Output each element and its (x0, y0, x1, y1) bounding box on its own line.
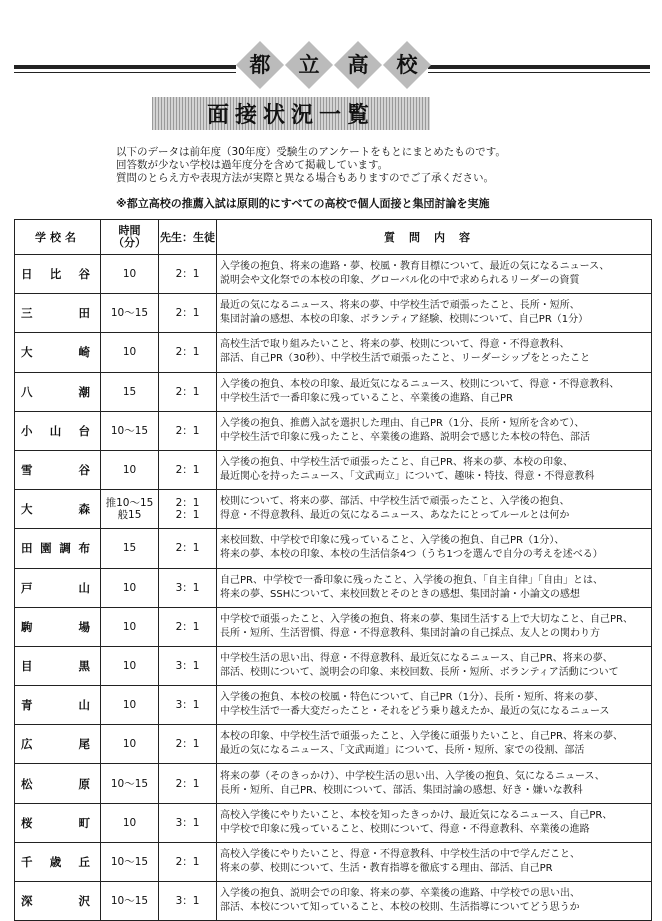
title-char-box (285, 41, 333, 89)
question-line: 部活、自己PR（30秒）、中学校生活で頑張ったこと、リーダーシップをとったこと (220, 353, 591, 365)
question-line: 入学後の抱負、将来の進路・夢、校風・教育目標について、最近の気になるニュース、 (220, 261, 610, 273)
question-line: 長所・短所、生活習慣、得意・不得意教科、集団討論の自己採点、友人との関わり方 (220, 627, 600, 639)
time-cell (101, 372, 159, 411)
school-name-char: 日 (21, 267, 33, 282)
intro-line: 質問のとらえ方や表現方法が実際と異なる場合もありますのでご了承ください。 (116, 172, 494, 184)
school-name (15, 619, 100, 635)
school-name-char: 目 (21, 658, 33, 673)
time-cell (101, 568, 159, 607)
question-line: 高校入学後にやりたいこと、得意・不得意教科、中学校生活の中で学んだこと、 (220, 848, 580, 860)
table-row (15, 255, 652, 294)
title-char-box (334, 41, 382, 89)
time-value: 10 (122, 268, 137, 281)
school-name-cell (15, 842, 101, 881)
title-char: 高 (347, 52, 369, 77)
time-cell (101, 882, 159, 921)
school-name-char: 大 (21, 502, 33, 517)
table-row (15, 333, 652, 372)
question-line: 中学校生活で一番大変だったこと・それをどう乗り越えたか、最近の気になるニュース (220, 706, 610, 718)
school-name (15, 462, 100, 478)
school-name-char: 青 (21, 698, 33, 713)
school-name-cell (15, 255, 101, 294)
question-line: 本校の印象、中学校生活で頑張ったこと、入学後に頑張りたいこと、自己PR、将来の夢、 (220, 731, 623, 743)
table-header-row (15, 220, 652, 255)
header-rule-right (428, 65, 650, 69)
time-cell (101, 725, 159, 764)
table-row (15, 686, 652, 725)
ratio-value: 3：1 (175, 895, 200, 908)
school-name-cell (15, 607, 101, 646)
ratio-value: 3：1 (175, 816, 200, 829)
subtitle-band (152, 97, 430, 130)
ratio-value: 2：1 (175, 307, 200, 320)
header-rule-left (14, 65, 236, 69)
ratio-cell (159, 686, 217, 725)
time-cell (101, 490, 159, 529)
ratio-cell (159, 568, 217, 607)
time-value: 10 (122, 659, 137, 672)
time-value: 10 (122, 620, 137, 633)
school-name-char: 松 (21, 776, 33, 791)
title-char-box (383, 41, 431, 89)
questions-cell (217, 450, 652, 489)
time-value: 15 (122, 385, 137, 398)
school-name (15, 384, 100, 400)
school-name-char: 原 (78, 776, 90, 791)
time-value: 10 (122, 699, 137, 712)
school-name (15, 344, 100, 360)
time-cell (101, 450, 159, 489)
table-row (15, 411, 652, 450)
questions-cell (217, 764, 652, 803)
school-name (15, 815, 100, 831)
question-line: 中学校生活で一番印象に残っていること、卒業後の進路、自己PR (220, 392, 513, 404)
table-row (15, 646, 652, 685)
table-row (15, 529, 652, 568)
questions-cell (217, 333, 652, 372)
table-row (15, 294, 652, 333)
ratio-cell (159, 646, 217, 685)
school-name-char: 山 (49, 423, 62, 438)
question-line: 最近関心を持ったニュース、「文武両立」について、趣味・特技、得意・不得意教科 (220, 471, 595, 483)
time-cell (101, 764, 159, 803)
table-row (15, 725, 652, 764)
note-emphasis-group: 集団討論 (412, 197, 457, 210)
time-cell (101, 686, 159, 725)
questions-cell (217, 686, 652, 725)
school-name-char: 場 (78, 619, 90, 634)
header-time: 時間 （分） (101, 220, 159, 255)
header-ratio: 先生：生徒 (159, 220, 217, 255)
school-name (15, 540, 100, 556)
header-questions: 質問内容 (217, 220, 652, 255)
ratio-value: 2：1 (175, 542, 200, 555)
question-line: 高校生活で取り組みたいこと、将来の夢、校則について、得意・不得意教科、 (220, 339, 570, 351)
question-line: 最近の気になるニュース、将来の夢、中学校生活で頑張ったこと、長所・短所、 (220, 300, 580, 312)
school-name-cell (15, 803, 101, 842)
school-name-char: 戸 (21, 580, 33, 595)
time-cell (101, 803, 159, 842)
question-line: 入学後の抱負、中学校生活で頑張ったこと、自己PR、将来の夢、本校の印象、 (220, 457, 573, 469)
note-emphasis-individual: 個人面接 (357, 197, 402, 210)
school-name (15, 854, 100, 870)
table-row (15, 842, 652, 881)
interview-note: ※都立高校の推薦入試は原則的にすべての高校で個人面接と集団討論を実施 (116, 197, 490, 210)
school-name-cell (15, 450, 101, 489)
questions-cell (217, 803, 652, 842)
question-line: 入学後の抱負、本校の校風・特色について、自己PR（1分）、長所・短所、将来の夢、 (220, 692, 604, 704)
school-name-char: 調 (59, 541, 71, 556)
time-cell (101, 529, 159, 568)
ratio-cell (159, 725, 217, 764)
time-value: 10 (122, 738, 137, 751)
ratio-cell (159, 607, 217, 646)
time-value: 10～15 (110, 424, 149, 437)
question-line: 将来の夢（そのきっかけ）、中学校生活の思い出、入学後の抱負、気になるニュース、 (220, 770, 605, 782)
question-line: 自己PR、中学校で一番印象に残ったこと、入学後の抱負、「自主自律」「自由」とは、 (220, 574, 603, 586)
school-name-char: 沢 (78, 894, 90, 909)
school-name-char: 三 (21, 306, 33, 321)
table-row (15, 372, 652, 411)
ratio-value: 3：1 (175, 659, 200, 672)
table-row (15, 568, 652, 607)
time-value: 10～15 (110, 777, 149, 790)
school-name-char: 千 (21, 854, 33, 869)
question-line: 校則について、将来の夢、部活、中学校生活で頑張ったこと、入学後の抱負、 (220, 496, 570, 508)
ratio-cell (159, 842, 217, 881)
school-name-cell (15, 646, 101, 685)
time-cell (101, 333, 159, 372)
time-value: 10～15 (110, 895, 149, 908)
time-value: 10～15 (110, 307, 149, 320)
school-name-char: 崎 (78, 345, 90, 360)
time-cell (101, 411, 159, 450)
table-row (15, 882, 652, 921)
time-cell (101, 842, 159, 881)
school-name-char: 潮 (78, 384, 90, 399)
school-name-char: 丘 (78, 854, 90, 869)
school-name-char: 歳 (49, 854, 62, 869)
ratio-cell (159, 450, 217, 489)
school-name-char: 比 (49, 267, 62, 282)
time-value: 10 (122, 581, 137, 594)
ratio-cell (159, 411, 217, 450)
question-line: 中学校で印象に残っていること、校則について、得意・不得意教科、卒業後の進路 (220, 823, 590, 835)
ratio-cell (159, 529, 217, 568)
school-name-char: 町 (78, 815, 90, 830)
question-line: 部活、本校について知っていること、本校の校則、生活指導についてどう思うか (220, 902, 580, 914)
questions-cell (217, 842, 652, 881)
school-name-cell (15, 764, 101, 803)
ratio-value: 2：1 (175, 777, 200, 790)
school-name-cell (15, 294, 101, 333)
question-line: 最近の気になるニュース、「文武両道」について、長所・短所、家での役割、部活 (220, 745, 585, 757)
ratio-value: 2：1 (175, 509, 200, 522)
questions-cell (217, 529, 652, 568)
school-name-cell (15, 490, 101, 529)
ratio-value: 2：1 (175, 620, 200, 633)
table-row (15, 450, 652, 489)
ratio-value: 2：1 (175, 464, 200, 477)
ratio-cell (159, 294, 217, 333)
question-line: 中学校で頑張ったこと、入学後の抱負、将来の夢、集団生活する上で大切なこと、自己PR、 (220, 613, 633, 625)
questions-cell (217, 294, 652, 333)
school-name-char: 駒 (21, 619, 33, 634)
title-char: 立 (298, 52, 320, 77)
time-value: 10～15 (110, 855, 149, 868)
time-value: 15 (122, 542, 137, 555)
school-name (15, 658, 100, 674)
school-name-char: 黒 (78, 658, 90, 673)
time-value: 10 (122, 346, 137, 359)
ratio-value: 2：1 (175, 268, 200, 281)
question-line: 高校入学後にやりたいこと、本校を知ったきっかけ、最近気になるニュース、自己PR、 (220, 809, 613, 821)
ratio-value: 2：1 (175, 738, 200, 751)
time-cell (101, 607, 159, 646)
time-value: 10 (122, 816, 137, 829)
table-row (15, 490, 652, 529)
school-name-cell (15, 333, 101, 372)
question-line: 将来の夢、SSHについて、来校回数とそのときの感想、集団討論・小論文の感想 (220, 588, 580, 600)
ratio-cell (159, 372, 217, 411)
ratio-value: 2：1 (175, 497, 200, 510)
time-value: 般15 (117, 509, 142, 522)
questions-cell (217, 568, 652, 607)
question-line: 部活、校則について、説明会の印象、来校回数、長所・短所、ボランティア活動について (220, 666, 619, 678)
question-line: 入学後の抱負、説明会での印象、将来の夢、卒業後の進路、中学校での思い出、 (220, 888, 580, 900)
school-name-char: 園 (40, 541, 52, 556)
intro-text (116, 146, 636, 185)
school-name-char: 谷 (78, 463, 90, 478)
school-name (15, 423, 100, 439)
title-char: 校 (396, 52, 418, 77)
ratio-value: 3：1 (175, 699, 200, 712)
school-name (15, 305, 100, 321)
school-name-char: 大 (21, 345, 33, 360)
questions-cell (217, 255, 652, 294)
questions-cell (217, 882, 652, 921)
ratio-cell (159, 882, 217, 921)
questions-cell (217, 646, 652, 685)
school-name-char: 尾 (78, 737, 90, 752)
school-name-cell (15, 529, 101, 568)
school-name-cell (15, 725, 101, 764)
school-name-cell (15, 568, 101, 607)
questions-cell (217, 490, 652, 529)
school-name-cell (15, 882, 101, 921)
questions-cell (217, 372, 652, 411)
table-row (15, 764, 652, 803)
question-line: 来校回数、中学校で印象に残っていること、入学後の抱負、自己PR（1分）、 (220, 535, 565, 547)
school-name (15, 697, 100, 713)
title-char: 都 (249, 52, 271, 77)
school-name-char: 八 (21, 384, 33, 399)
school-name-char: 森 (78, 502, 90, 517)
time-cell (101, 294, 159, 333)
question-line: 入学後の抱負、本校の印象、最近気になるニュース、校則について、得意・不得意教科、 (220, 378, 620, 390)
time-cell (101, 646, 159, 685)
table-row (15, 607, 652, 646)
ratio-value: 2：1 (175, 346, 200, 359)
question-line: 入学後の抱負、推薦入試を選択した理由、自己PR（1分、長所・短所を含めて）、 (220, 417, 585, 429)
school-name-char: 山 (78, 580, 90, 595)
ratio-value: 2：1 (175, 424, 200, 437)
school-name (15, 580, 100, 596)
title-char-box (236, 41, 284, 89)
question-line: 将来の夢、本校の印象、本校の生活信条4つ（うち1つを選んで自分の考えを述べる） (220, 549, 603, 561)
question-line: 将来の夢、校則について、生活・教育指導を徹底する理由、部活、自己PR (220, 862, 553, 874)
school-name-cell (15, 372, 101, 411)
ratio-cell (159, 490, 217, 529)
school-name (15, 266, 100, 282)
table-row (15, 803, 652, 842)
school-name-char: 山 (78, 698, 90, 713)
questions-cell (217, 607, 652, 646)
ratio-cell (159, 255, 217, 294)
question-line: 得意・不得意教科、最近の気になるニュース、あなたにとってルールとは何か (220, 510, 570, 522)
school-name (15, 893, 100, 909)
page-subtitle: 面接状況一覧 (206, 103, 375, 128)
questions-cell (217, 725, 652, 764)
questions-cell (217, 411, 652, 450)
school-name (15, 736, 100, 752)
school-name-char: 桜 (21, 815, 33, 830)
intro-line: 回答数が少ない学校は過年度分を含めて掲載しています。 (116, 159, 389, 171)
intro-line: 以下のデータは前年度（30年度）受験生のアンケートをもとにまとめたものです。 (116, 146, 506, 158)
header-school: 学校名 (15, 220, 101, 255)
school-name-char: 小 (21, 423, 33, 438)
school-name-char: 布 (78, 541, 90, 556)
school-name-char: 広 (21, 737, 33, 752)
ratio-cell (159, 803, 217, 842)
question-line: 中学校生活で印象に残ったこと、卒業後の進路、説明会で感じた本校の特色、部活 (220, 431, 590, 443)
school-name-char: 雪 (21, 463, 33, 478)
time-cell (101, 255, 159, 294)
school-name-cell (15, 411, 101, 450)
school-name-char: 台 (78, 423, 90, 438)
question-line: 集団討論の感想、本校の印象、ボランティア経験、校則について、自己PR（1分） (220, 314, 589, 326)
ratio-value: 3：1 (175, 581, 200, 594)
school-name-char: 田 (78, 306, 90, 321)
question-line: 中学校生活の思い出、得意・不得意教科、最近気になるニュース、自己PR、将来の夢、 (220, 652, 613, 664)
school-name (15, 501, 100, 517)
time-value: 10 (122, 464, 137, 477)
interview-table (14, 219, 652, 921)
school-name-char: 田 (21, 541, 33, 556)
ratio-cell (159, 333, 217, 372)
school-name (15, 776, 100, 792)
question-line: 長所・短所、自己PR、校則について、部活、集団討論の感想、好き・嫌いな教科 (220, 784, 583, 796)
school-name-char: 深 (21, 894, 33, 909)
ratio-value: 2：1 (175, 855, 200, 868)
question-line: 説明会や文化祭での本校の印象、グローバル化の中で求められるリーダーの資質 (220, 275, 580, 287)
time-value: 推10～15 (105, 497, 154, 510)
school-name-char: 谷 (78, 267, 90, 282)
school-name-cell (15, 686, 101, 725)
ratio-cell (159, 764, 217, 803)
ratio-value: 2：1 (175, 385, 200, 398)
